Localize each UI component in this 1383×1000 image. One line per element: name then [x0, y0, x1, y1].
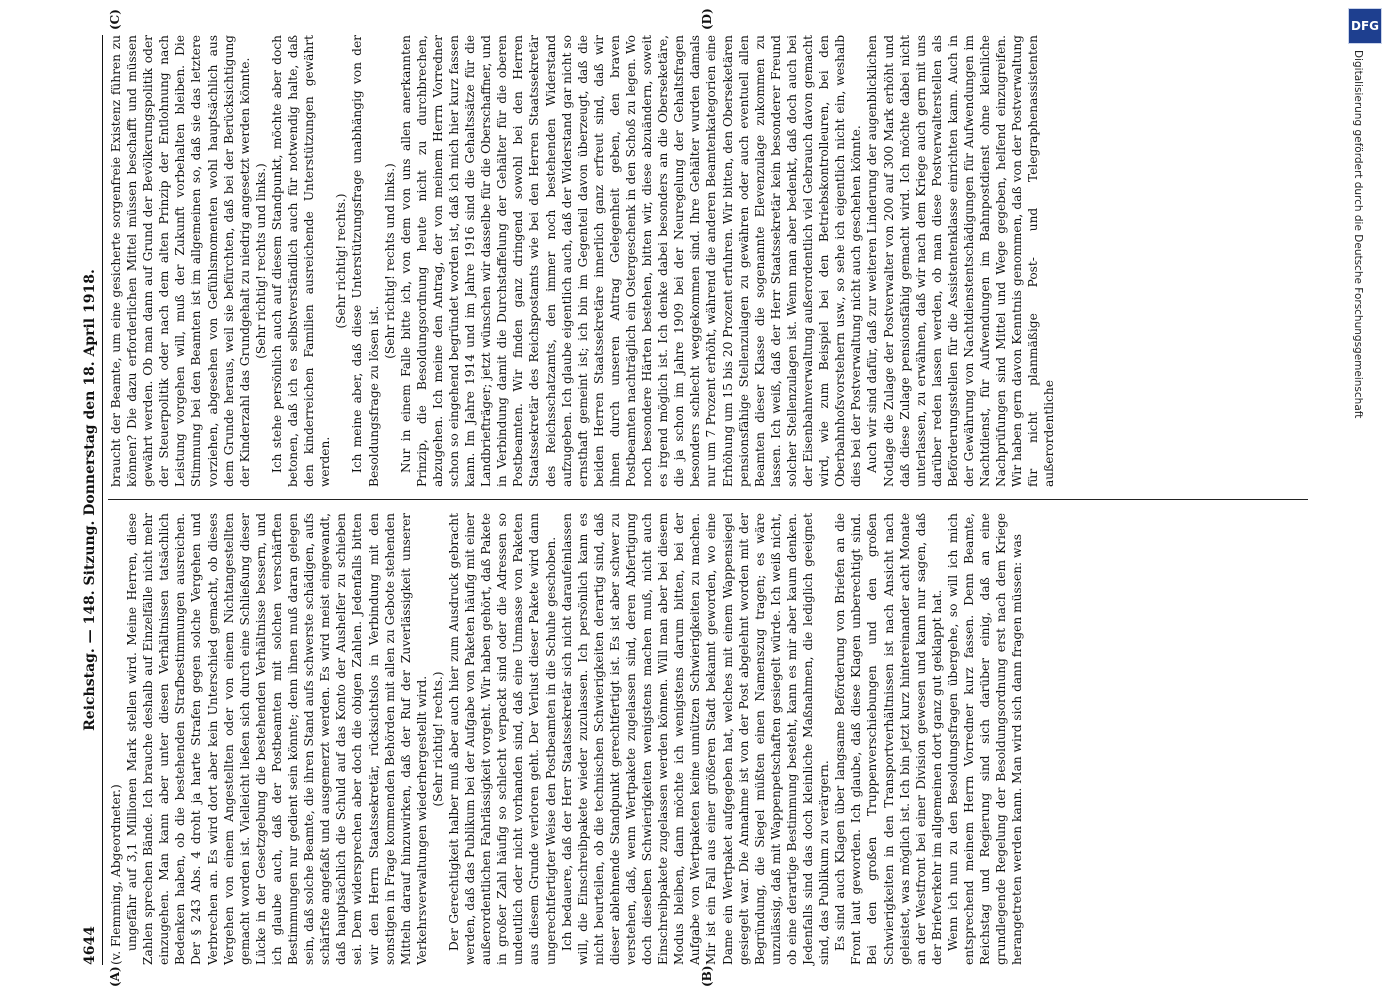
session-title: Reichstag. — 148. Sitzung. Donnerstag den 18. April 1918.	[82, 269, 98, 731]
dfg-logo-text: DFG	[1350, 19, 1379, 33]
margin-marker-a: (A)	[108, 966, 122, 987]
digitization-note: Digitalisierung gefördert durch die Deutsche Forschungsgemeinschaft	[1352, 50, 1364, 419]
paragraph: Wenn ich nun zu den Besoldungsfragen übergehe, so will ich mich entsprechend meinem Herrn Vorredner kurz fassen. Denn Beamte, Reichstag und Regierung sind sich darüber einig, daß an eine grundlegende Regelung der Besoldungsordnung erst nach dem Kriege herangetreten werden kann. Man wird sich dann fragen müssen: was	[945, 513, 1025, 965]
paragraph: Es sind auch Klagen über langsame Beförderung von Briefen an die Front laut geworden. Ich glaube, daß diese Klagen unberechtigt sind. Bei den großen Truppenverschiebungen und den großen Schwierigkeiten in den Transportverhältnissen ist nach Ansicht nach geleistet, was möglich ist. Ich bin jetzt kurz hintereinander acht Monate an der Westfront bei einer Division gewesen und kann nur sagen, daß der Briefverkehr im allgemeinen dort ganz gut geklappt hat.	[833, 513, 944, 965]
paragraph: Ich bedauere, daß der Herr Staatssekretär sich nicht daraufeinlassen will, die Einschreibpakete wieder zuzulassen. Ich persönlich kann es nicht beurteilen, ob die technischen Schwierigkeiten derartig sind, daß dieser ablehnende Standpunkt gerechtfertigt ist. Es ist aber schwer zu verstehen, daß, wenn Wertpakete zugelassen sind, deren Abfertigung doch dieselben Schwierigkeiten wenigstens machen muß, nicht auch Einschreibpakete zugelassen werden können. Will man aber bei diesem Modus bleiben, dann möchte ich wenigstens darum bitten, bei der Aufgabe von Wertpaketen keine unnützen Schwierigkeiten zu machen. Mir ist ein Fall aus einer größeren Stadt bekannt geworden, wo eine Dame ein Wertpaket aufgegeben hat, welches mit einem Wappensiegel gesiegelt war. Die Annahme ist von der Post abgelehnt worden mit der Begründung, die Siegel müßten einen Namenszug tragen; es wäre unzulässig, daß mit Wappenpetschaften gesiegelt würde. Ich weiß nicht, ob eine derartige Bestimmung besteht, kann es mir aber kaum denken. Jedenfalls sind das doch kleinliche Maßnahmen, die lediglich geeignet sind, das Publikum zu verärgern.	[559, 513, 832, 965]
rotated-newspaper-page	[80, 8, 1315, 987]
applause-note: (Sehr richtig! rechts.)	[334, 193, 349, 329]
paragraph: Ich meine aber, daß diese Unterstützungsfrage unabhängig von der Besoldungsfrage zu lösen ist.	[350, 35, 381, 487]
applause-note: (Sehr richtig! rechts und links.)	[382, 163, 397, 359]
page-number: 4644	[82, 926, 98, 965]
page-header	[80, 35, 103, 965]
paragraph: braucht der Beamte, um eine gesicherte sorgenfreie Existenz führen zu können? Die dazu erforderlichen Mittel müssen beschafft und müssen gewährt werden. Ob man dann auf Grund der Bevölkerungspolitik oder der Steuerpolitik oder nach dem alten Prinzip der Entlohnung nach Leistung vorgehen will, muß der Zukunft vorbehalten bleiben. Die Stimmung bei den Beamten ist im allgemeinen so, daß sie das letztere vorziehen, abgesehen von Gefühlsmomenten wohl hauptsächlich aus dem Grunde heraus, weil sie befürchten, daß bei der Berücksichtigung der Kinderzahl das Grundgehalt zu niedrig angesetzt werden könnte.	[109, 35, 252, 487]
applause-note: (Sehr richtig! rechts und links.)	[253, 163, 268, 359]
right-column	[108, 35, 1058, 487]
paragraph: Der Gerechtigkeit halber muß aber auch hier zum Ausdruck gebracht werden, daß das Publikum bei der Aufgabe von Paketen häufig mit einer außerordentlichen Fahrlässigkeit vorgeht. Wir haben gehört, daß Pakete in großer Zahl häufig so schlecht verpackt sind oder die Adressen so undeutlich oder nicht vorhanden sind, daß eine Unmasse von Paketen aus diesem Grunde verloren geht. Der Verlust dieser Pakete wird dann ungerechtfertigter Weise den Postbeamten in die Schuhe geschoben.	[446, 513, 558, 965]
digitization-sidebar	[1345, 0, 1383, 1000]
paragraph: Nur in einem Falle bitte ich, von dem von uns allen anerkannten Prinzip, die Besoldungsordnung heute nicht zu durchbrechen, abzugehen. Ich meine den Antrag, der von meinem Herrn Vorredner schon so eingehend begründet worden ist, daß ich mich hier kurz fassen kann. Im Jahre 1914 und im Jahre 1916 sind die Gehaltssätze für die Landbriefträger; jetzt wünschen wir dasselbe für die Oberschaffner, und in Verbindung damit die Durchstaffelung der Gehälter für die oberen Postbeamten. Wir finden ganz dringend sowohl bei den Herren Staatssekretär des Reichspostamts wie bei den Herren Staatssekretär des Reichsschatzamts, den immer noch bestehenden Widerstand aufzugeben. Ich glaube eigentlich auch, daß der Widerstand gar nicht so ernsthaft gemeint ist; ich bin im Gegenteil davon überzeugt, daß die beiden Herren Staatssekretäre innerlich ganz erfreut sind, daß wir ihnen durch unseren Antrag Gelegenheit geben, den braven Postbeamten nachträglich ein Ostergeschenk in den Schoß zu legen. Wo noch besondere Härten bestehen, bitten wir, diese abzuändern, soweit es irgend möglich ist. Ich denke dabei besonders an die Oberseketäre, die ja schon im Jahre 1909 bei der Neuregelung der Gehaltsfragen besonders schlecht weggekommen sind. Ihre Gehälter wurden damals nur um 7 Prozent erhöht, während die anderen Beamtenkategorien eine Erhöhung um 15 bis 20 Prozent erfuhren. Wir bitten, den Oberseketären pensionsfähige Stellenzulagen zu gewähren oder auch eventuell allen Beamten dieser Klasse die sogenannte Elevenzulage zukommen zu lassen. Ich weiß, daß der Herr Staatssekretär kein besonderer Freund solcher Stellenzulagen ist. Wenn man aber bedenkt, daß doch auch bei der Eisenbahnverwaltung außerordentlich viel Gebrauch davon gemacht wird, wie zum Beispiel bei den Betriebskontrolleuren, bei den Oberbahnhofsvorstehern usw., so sehe ich eigentlich nicht ein, weshalb dies bei der Postverwaltung nicht auch geschehen könnte.	[398, 35, 864, 487]
dfg-logo	[1348, 8, 1382, 44]
margin-marker-c: (C)	[108, 9, 122, 30]
margin-marker-b: (B)	[700, 965, 714, 987]
applause-note: (Sehr richtig! rechts.)	[430, 671, 445, 807]
paragraph: ungefähr auf 3,1 Millionen Mark stellen wird. Meine Herren, diese Zahlen sprechen Bände. Ich brauche deshalb auf Einzelfälle nicht mehr einzugehen. Man kann aber unter diesen Verhältnissen tatsächlich Bedenken haben, ob die bestehenden Strafbestimmungen ausreichen. Der § 243 Abs. 4 droht ja harte Strafen gegen solche Vergehen und Verbrechen an. Es wird dort aber kein Unterschied gemacht, ob dieses Vergehen von einem Angestellten oder von einem Nichtangestellten gemacht worden ist. Vielleicht ließen sich durch eine Schließung dieser Lücke in der Gesetzgebung die bestehenden Verhältnisse bessern, und ich glaube auch, daß der Postbeamten mit solchen verschärften Bestimmungen nur gedient sein könnte; denn ihnen muß daran gelegen sein, daß solche Beamte, die ihren Stand aufs schwerste schädigen, aufs schärfste angefaßt und ausgemerzt werden. Es wird meist eingewandt, daß hauptsächlich die Schuld auf das Konto der Aushelfer zu schieben sei. Dem widersprechen aber doch die obigen Zahlen. Jedenfalls bitten wir den Herrn Staatssekretär, rücksichtslos in Verbindung mit den sonstigen in Frage kommenden Behörden mit allen zu Gebote stehenden Mitteln darauf hinzuwirken, daß der Ruf der Zuverlässigkeit unserer Verkehrsverwaltungen wiederhergestellt wird.	[125, 513, 429, 965]
paragraph: Auch wir sind dafür, daß zur weiteren Linderung der augenblicklichen Notlage die Zulage der Postverwalter von 200 auf 300 Mark erhöht und daß diese Zulage pensionsfähig gemacht wird. Ich möchte dabei nicht unterlassen, zu erwähnen, daß wir nach dem Kriege auch gern mit uns darüber reden lassen werden, ob man diese Postverwalterstellen als Beförderungsstellen für die Assistentenklasse einrichten kann. Auch in der Gewährung von Nachtdienstentschädigungen für Aufwendungen im Nachtdienst, für Aufwendungen im Bahnpostdienst ohne kleinliche Nachprüfungen sind Mittel und Wege gegeben, helfend einzugreifen. Wir haben gern davon Kenntnis genommen, daß von der Postverwaltung für nicht planmäßige Post- und Telegraphenassistenten außerordentliche	[865, 35, 1057, 487]
margin-marker-d: (D)	[700, 8, 714, 30]
left-column	[108, 513, 1025, 965]
speaker-label: (v. Flemming, Abgeordneter.)	[109, 784, 123, 965]
column-divider	[108, 499, 1308, 500]
paragraph: Ich stehe persönlich auch auf diesem Standpunkt, möchte aber doch betonen, daß ich es selbstverständlich auch für notwendig halte, daß den kinderreichen Familien ausreichende Unterstützungen gewährt werden.	[269, 35, 333, 487]
